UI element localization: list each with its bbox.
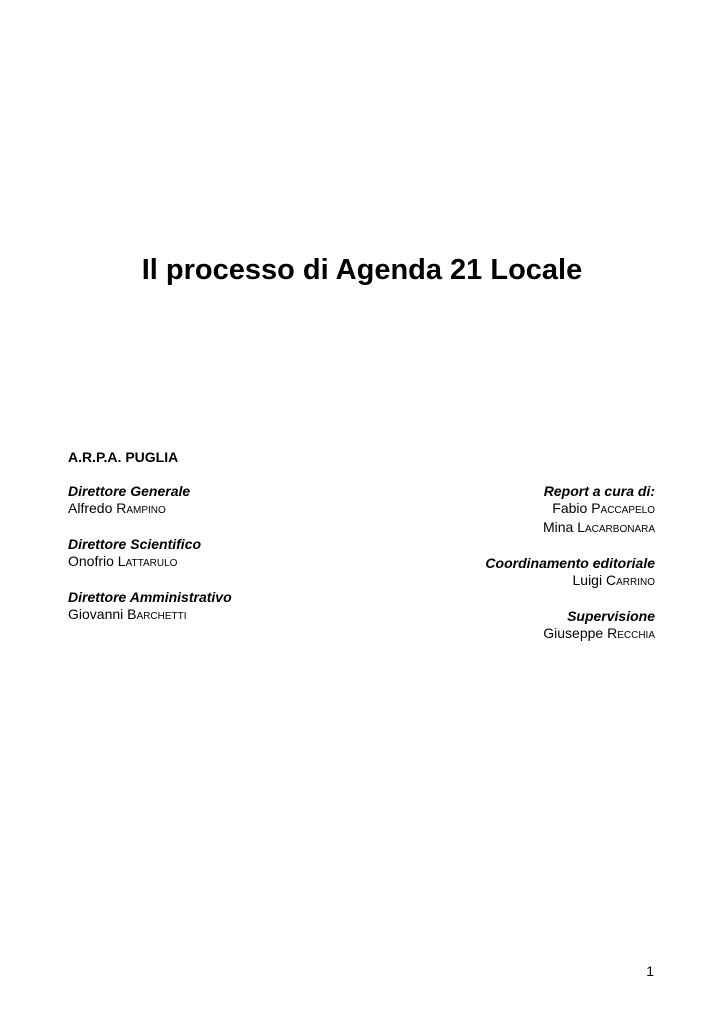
- credit-person: Giuseppe RECCHIA: [543, 625, 655, 641]
- credit-role: Direttore Amministrativo: [68, 589, 232, 605]
- credit-block-coordinamento: [355, 555, 655, 591]
- management-column: [68, 483, 368, 642]
- document-title: Il processo di Agenda 21 Locale: [141, 254, 583, 286]
- editorial-column: [355, 483, 655, 661]
- credit-role: Direttore Generale: [68, 483, 191, 499]
- credit-block-report: [355, 483, 655, 538]
- page-number: 1: [646, 963, 654, 979]
- credit-block-direttore-generale: [68, 483, 368, 519]
- credit-person: Luigi CARRINO: [572, 572, 655, 588]
- credit-person: Fabio PACCAPELO: [552, 500, 655, 516]
- credit-block-direttore-amministrativo: [68, 589, 368, 625]
- credit-person: Onofrio LATTARULO: [68, 553, 178, 569]
- credit-role: Report a cura di:: [543, 483, 655, 499]
- credit-role: Direttore Scientifico: [68, 536, 202, 552]
- credit-person: Mina LACARBONARA: [542, 519, 655, 535]
- credit-person: Giovanni BARCHETTI: [68, 606, 187, 622]
- credit-block-direttore-scientifico: [68, 536, 368, 572]
- credit-role: Coordinamento editoriale: [485, 555, 655, 571]
- organization-name: A.R.P.A. PUGLIA: [68, 449, 179, 465]
- credit-person: Alfredo RAMPINO: [68, 500, 166, 516]
- credit-block-supervisione: [355, 608, 655, 644]
- credit-role: Supervisione: [567, 608, 655, 624]
